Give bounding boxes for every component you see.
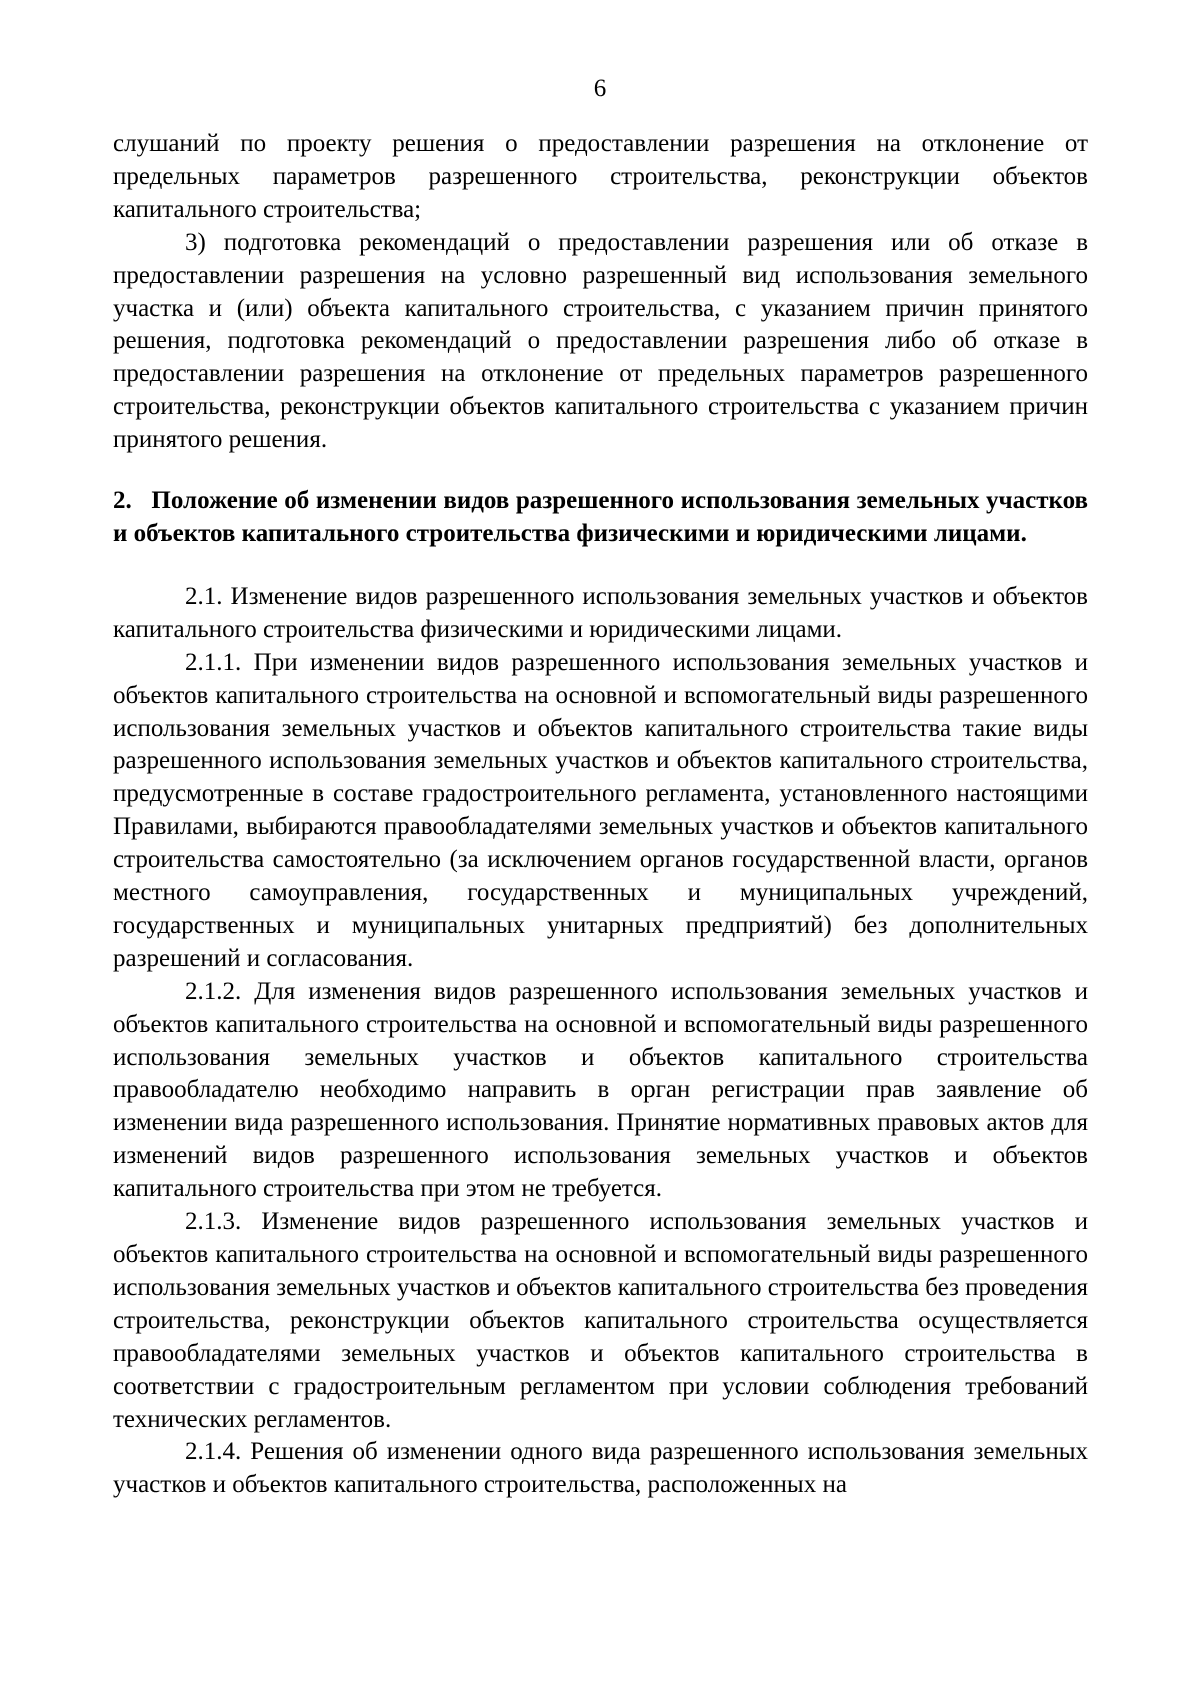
paragraph-2-1-1: 2.1.1. При изменении видов разрешенного использования земельных участков и объектов капитального строительства на основной и вспомогательный виды разрешенного использования земельных участков и объектов капитального строительства такие виды разрешенного использования земельных участков и объектов капитального строительства, предусмотренные в составе градостроительного регламента, установленного настоящими Правилами, выбираются правообладателями земельных участков и объектов капитального строительства самостоятельно (за исключением органов государственной власти, органов местного самоуправления, государственных и муниципальных учреждений, государственных и муниципальных унитарных предприятий) без дополнительных разрешений и согласования. [113, 648, 1088, 972]
section-number: 2. [113, 487, 132, 515]
paragraph-continuation: слушаний по проекту решения о предоставлении разрешения на отклонение от предельных параметров разрешенного строительства, реконструкции объектов капитального строительства; [113, 130, 1088, 223]
document-body [113, 128, 1088, 1502]
section-heading [113, 485, 1088, 551]
paragraph-item-3: 3) подготовка рекомендаций о предоставлении разрешения или об отказе в предоставлении разрешения на условно разрешенный вид использования земельного участка и (или) объекта капитального строительства, с указанием причин принятого решения, подготовка рекомендаций о предоставлении разрешения либо об отказе в предоставлении разрешения на отклонение от предельных параметров разрешенного строительства, реконструкции объектов капитального строительства с указанием причин принятого решения. [113, 228, 1088, 454]
spacer [113, 551, 1088, 581]
paragraph-2-1-4: 2.1.4. Решения об изменении одного вида разрешенного использования земельных участков и объектов капитального строительства, расположенных на [113, 1438, 1088, 1499]
paragraph-2-1-2: 2.1.2. Для изменения видов разрешенного использования земельных участков и объектов капитального строительства на основной и вспомогательный виды разрешенного использования земельных участков и объектов капитального строительства правообладателю необходимо направить в орган регистрации прав заявление об изменении вида разрешенного использования. Принятие нормативных правовых актов для изменений видов разрешенного использования земельных участков и объектов капитального строительства при этом не требуется. [113, 977, 1088, 1203]
paragraph-2-1-3: 2.1.3. Изменение видов разрешенного использования земельных участков и объектов капитального строительства на основной и вспомогательный виды разрешенного использования земельных участков и объектов капитального строительства без проведения строительства, реконструкции объектов капитального строительства осуществляется правообладателями земельных участков и объектов капитального строительства в соответствии с градостроительным регламентом при условии соблюдения требований технических регламентов. [113, 1208, 1088, 1433]
paragraph-2-1: 2.1. Изменение видов разрешенного использования земельных участков и объектов капитального строительства физическими и юридическими лицами. [113, 582, 1088, 643]
spacer [113, 457, 1088, 485]
section-title: Положение об изменении видов разрешенного использования земельных участков и объектов капитального строительства физическими и юридическими лицами. [113, 487, 1088, 547]
page-number: 6 [593, 75, 607, 102]
